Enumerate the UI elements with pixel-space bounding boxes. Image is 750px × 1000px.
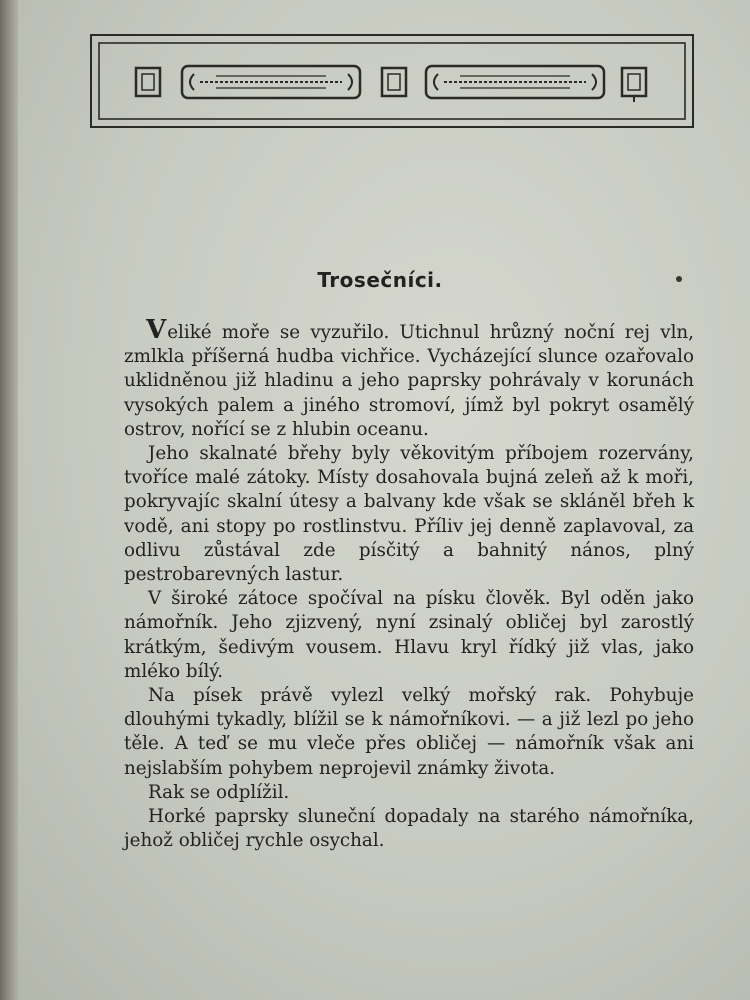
paragraph: Jeho skalnaté břehy byly věkovitým příbojem rozervány, tvoříce malé zátoky. Místy dosahovala bujná zeleň až k moři, pokryvajíc skalní útesy a balvany kde však se skláněl břeh k vodě, ani stopy po rostlinstvu. Příliv jej denně zaplavoval, za odlivu zůstával zde písčitý a bahnitý nános, plný pestrobarevných lastur. — [124, 443, 694, 586]
book-spine-shadow — [0, 0, 18, 1000]
paragraph: Horké paprsky sluneční dopadaly na starého námořníka, jehož obličej rychle osychal. — [124, 806, 694, 852]
paragraph: Rak se odplížil. — [148, 781, 290, 803]
page-title: Trosečníci. — [317, 268, 443, 292]
body-text — [124, 315, 694, 853]
header-ornament — [90, 34, 694, 128]
drop-cap: V — [146, 315, 168, 345]
paragraph — [124, 315, 694, 442]
paragraph: V široké zátoce spočíval na písku člověk. Byl oděn jako námořník. Jeho zjizvený, nyní zsinalý obličej byl zarostlý krátkým, šedivým vousem. Hlavu kryl řídký již vlas, jako mléko bílý. — [124, 588, 694, 682]
ink-spot — [676, 276, 682, 282]
paragraph-text: eliké moře se vyzuřilo. Utichnul hrůzný noční rej vln, zmlkla příšerná hudba vichřice. Vycházející slunce ozařovalo uklidněnou již hladinu a jeho paprsky pohrávaly v korunách vysokých palem a jiného stromoví, jímž byl pokryt osamělý ostrov, nořící se z hlubin oceanu. — [124, 322, 694, 440]
paragraph: Na písek právě vylezl velký mořský rak. Pohybuje dlouhými tykadly, blížil se k námořníkovi. — a již lezl po jeho těle. A teď se mu vleče přes obličej — námořník však ani nejslabším pohybem neprojevil známky života. — [124, 685, 694, 779]
